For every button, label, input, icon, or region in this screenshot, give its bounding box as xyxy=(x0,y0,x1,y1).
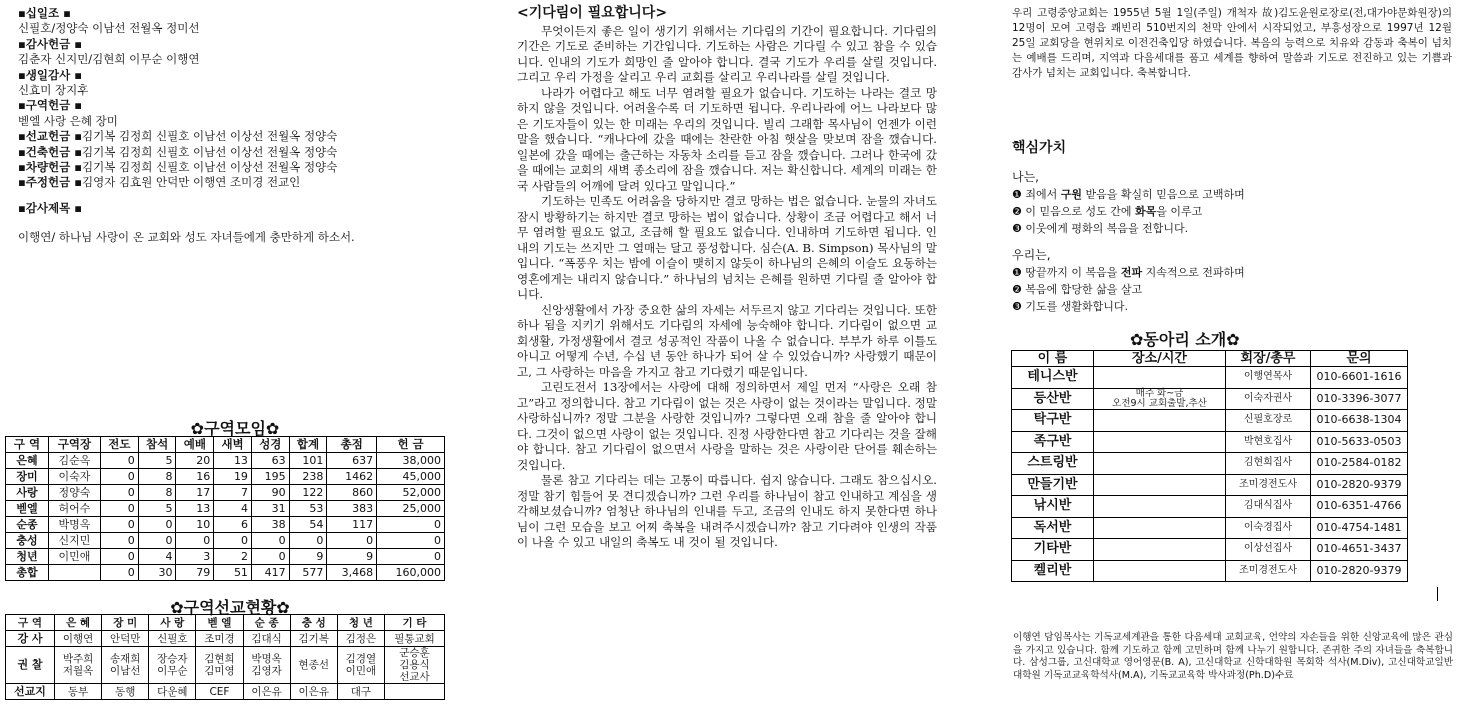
core-values-me-heading: 나는, xyxy=(1012,170,1039,184)
table-row xyxy=(6,485,445,501)
club-header-cell: 이 름 xyxy=(1012,351,1094,367)
table-cell: 김경열 이민애 xyxy=(337,647,384,684)
table-cell: 010-4754-1481 xyxy=(1311,517,1408,539)
table-cell: 30 xyxy=(138,565,176,581)
table-cell: 10 xyxy=(176,517,214,533)
table-cell: 총합 xyxy=(6,565,49,581)
table-row xyxy=(1012,539,1408,561)
table-cell: 이은유 xyxy=(243,684,290,700)
table-cell: 선교지 xyxy=(6,684,55,700)
zone-offering-names: 벧엘 사랑 은혜 장미 xyxy=(18,113,118,128)
table-cell xyxy=(1094,474,1226,496)
table-cell: 순종 xyxy=(6,517,49,533)
table-cell: 3 xyxy=(176,549,214,565)
core-value-item xyxy=(1012,203,1452,220)
table-cell: 383 xyxy=(327,501,377,517)
zone-mission-header-row xyxy=(6,615,445,631)
club-header-row xyxy=(1012,351,1408,367)
table-cell: 0 xyxy=(214,533,252,549)
table-cell: 청년 xyxy=(6,549,49,565)
table-row xyxy=(6,501,445,517)
table-row xyxy=(1012,388,1408,410)
table-cell: 31 xyxy=(251,501,289,517)
table-cell: 이민애 xyxy=(48,549,100,565)
table-cell: 010-6351-4766 xyxy=(1311,496,1408,518)
table-row xyxy=(6,647,445,684)
table-cell: 장미 xyxy=(6,469,49,485)
table-row xyxy=(6,565,445,581)
table-cell: 010-6601-1616 xyxy=(1311,367,1408,389)
mission-header-cell: 사 랑 xyxy=(149,615,196,631)
table-cell: 신필호장로 xyxy=(1226,410,1311,432)
table-cell xyxy=(1094,539,1226,561)
spacer xyxy=(18,191,478,201)
core-value-pre: ❶ 땅끝까지 이 복음을 xyxy=(1012,266,1121,279)
table-cell: 010-2820-9379 xyxy=(1311,560,1408,582)
zone-header-cell: 성경 xyxy=(251,437,289,453)
table-cell: 54 xyxy=(289,517,327,533)
table-cell: 0 xyxy=(327,533,377,549)
table-cell: 53 xyxy=(289,501,327,517)
table-cell: 등산반 xyxy=(1012,388,1094,410)
core-value-item xyxy=(1012,220,1452,237)
zone-mission-title: ✿구역선교현황✿ xyxy=(170,598,290,617)
table-cell: 0 xyxy=(101,469,139,485)
table-cell: 52,000 xyxy=(377,485,445,501)
core-values-me-items xyxy=(1012,186,1452,237)
table-row xyxy=(6,533,445,549)
table-cell: 417 xyxy=(251,565,289,581)
table-cell: 이숙경집사 xyxy=(1226,517,1311,539)
table-row xyxy=(6,684,445,700)
article-paragraph: 기도하는 민족도 어려움을 당하지만 결코 망하는 법은 없습니다. 눈물의 자녀도 잠시 방황하기는 하지만 결코 망하는 법이 없습니다. 상황이 조금 어렵다고 해서 너무 염려할 필요도 없고, 조급해 할 필요도 없습니다. 인내하며 기도하면 됩니다. 인내의 기도는 쓰지만 그 열매는 달고 풍성합니다. 심슨(A. B. Simpson) 목사님의 말입니다. “폭풍우 치는 밤에 이슬이 맺히지 않듯이 하나님의 은혜의 이슬도 요동하는 영혼에게는 내리지 않습니다.” 하나님의 넘치는 은혜를 원하면 기다릴 줄 알아야 합니다. xyxy=(517,194,937,301)
text-cursor xyxy=(1437,587,1438,601)
table-cell: 38,000 xyxy=(377,453,445,469)
mission-offering-names: 김기복 김정희 신필호 이남선 이상선 전월옥 정양숙 xyxy=(82,129,338,144)
zone-meeting-table xyxy=(5,436,445,581)
core-values-we-heading: 우리는, xyxy=(1012,248,1051,262)
zone-header-cell: 예배 xyxy=(176,437,214,453)
core-value-pre: ❷ 복음에 합당한 삶을 살고 xyxy=(1012,283,1143,296)
table-cell: 이행연목사 xyxy=(1226,367,1311,389)
table-cell: 매주 화~금 오전9시 교회출발,추산 xyxy=(1094,388,1226,410)
pastor-note: 이행연 담임목사는 기독교세계관을 통한 다음세대 교회교육, 언약의 자손들을 위한 신앙교육에 많은 관심을 가지고 있습니다. 함께 기도하고 함께 고민하며 함께 나누기 원합니다. 존귀한 주의 자녀들을 축복합니다. 삼성그룹, 고신대학교 영어영문(B. A), 고신대학교 신학대학원 목회학 석사(M.Div), 고신대학교일반대학원 기독교교육학석사(M.A), 기독교교육학 박사과정(Ph.D)수료 xyxy=(1013,632,1453,681)
table-cell: 강 사 xyxy=(6,631,55,647)
table-cell: 577 xyxy=(289,565,327,581)
table-cell: 0 xyxy=(138,533,176,549)
table-cell: 6 xyxy=(214,517,252,533)
table-row xyxy=(1012,474,1408,496)
table-cell: 허어수 xyxy=(48,501,100,517)
table-cell: 010-3396-3077 xyxy=(1311,388,1408,410)
table-cell: 90 xyxy=(251,485,289,501)
mission-header-cell: 장 미 xyxy=(102,615,149,631)
church-intro xyxy=(1012,6,1452,81)
table-row xyxy=(1012,453,1408,475)
table-cell: 238 xyxy=(289,469,327,485)
table-cell: 조미경전도사 xyxy=(1226,560,1311,582)
mission-header-cell: 은 혜 xyxy=(54,615,101,631)
table-cell xyxy=(1094,453,1226,475)
table-cell: 010-4651-3437 xyxy=(1311,539,1408,561)
table-cell: 0 xyxy=(289,533,327,549)
table-cell: 0 xyxy=(101,453,139,469)
table-cell: 51 xyxy=(214,565,252,581)
table-cell: 조미경전도사 xyxy=(1226,474,1311,496)
table-cell: 16 xyxy=(176,469,214,485)
table-cell: 안덕만 xyxy=(102,631,149,647)
table-cell: 만들기반 xyxy=(1012,474,1094,496)
table-row xyxy=(1012,367,1408,389)
core-value-item xyxy=(1012,186,1452,203)
table-cell: 벧엘 xyxy=(6,501,49,517)
table-cell: 4 xyxy=(138,549,176,565)
core-value-pre: ❶ 죄에서 xyxy=(1012,188,1061,201)
table-cell: 박명옥 xyxy=(48,517,100,533)
article-title: <기다림이 필요합니다> xyxy=(517,5,668,21)
table-cell xyxy=(1094,367,1226,389)
zone-meeting-body xyxy=(6,453,445,581)
building-offering-names: 김기복 김정희 신필호 이남선 이상선 전월옥 정양숙 xyxy=(82,144,338,159)
core-value-item xyxy=(1012,281,1452,298)
building-offering-heading: ▪ 건축헌금 ▪ xyxy=(18,145,82,159)
zone-offering-heading: ▪ 구역헌금 ▪ xyxy=(18,98,478,113)
table-cell: 0 xyxy=(176,533,214,549)
mission-header-cell: 청 년 xyxy=(337,615,384,631)
table-cell: 박현호집사 xyxy=(1226,431,1311,453)
article-body xyxy=(517,24,937,551)
table-cell: 38 xyxy=(251,517,289,533)
table-cell xyxy=(1094,517,1226,539)
core-values-me xyxy=(1012,169,1452,237)
table-cell: 8 xyxy=(138,469,176,485)
table-cell: 다운혜 xyxy=(149,684,196,700)
table-cell: 0 xyxy=(101,485,139,501)
table-cell: 25,000 xyxy=(377,501,445,517)
zone-header-cell: 참석 xyxy=(138,437,176,453)
article-paragraph: 물론 참고 기다리는 데는 고통이 따릅니다. 쉽지 않습니다. 그래도 참으십시오. 정말 참기 힘들어 못 견디겠습니까? 그런 우리를 하나님이 참고 인내하고 계심을 생각해보셨습니까? 엄청난 하나님의 인내를 두고, 조금의 인내도 하지 못한다면 하나님이 그런 모습을 보고 어찌 축복을 내려주시겠습니까? 참고 기다려야 인생의 작품이 나올 수 있고 내일의 축복도 내 것이 될 것입니다. xyxy=(517,473,937,549)
table-cell: 4 xyxy=(214,501,252,517)
mission-offering-heading: ▪ 선교헌금 ▪ xyxy=(18,129,82,143)
table-row xyxy=(1012,496,1408,518)
zone-header-cell: 구역장 xyxy=(48,437,100,453)
table-cell: 195 xyxy=(251,469,289,485)
core-value-item xyxy=(1012,264,1452,281)
table-cell: 대구 xyxy=(337,684,384,700)
table-cell: 현종선 xyxy=(290,647,337,684)
thanks-names: 김춘자 신지민/김현희 이무순 이행연 xyxy=(18,52,200,67)
core-value-keyword: 화목 xyxy=(1134,205,1157,218)
building-offering-row xyxy=(18,145,478,160)
zone-header-cell: 총점 xyxy=(327,437,377,453)
table-cell: 160,000 xyxy=(377,565,445,581)
table-cell: 동행 xyxy=(102,684,149,700)
table-cell: 0 xyxy=(138,517,176,533)
table-cell: 79 xyxy=(176,565,214,581)
zone-header-cell: 새벽 xyxy=(214,437,252,453)
table-cell: 0 xyxy=(251,533,289,549)
table-cell: 0 xyxy=(101,517,139,533)
tithe-heading: ▪ 십일조 ▪ xyxy=(18,6,478,21)
table-cell: 김기복 xyxy=(290,631,337,647)
table-cell: 17 xyxy=(176,485,214,501)
memorial-offering-heading: ▪ 주정헌금 ▪ xyxy=(18,175,82,189)
table-cell: 김순옥 xyxy=(48,453,100,469)
table-cell: 신필호 xyxy=(149,631,196,647)
zone-header-cell: 헌 금 xyxy=(377,437,445,453)
table-cell: 송재희 이남선 xyxy=(102,647,149,684)
core-values-we-items xyxy=(1012,264,1452,315)
table-cell: 8 xyxy=(138,485,176,501)
table-cell: 정양숙 xyxy=(48,485,100,501)
table-cell xyxy=(1094,431,1226,453)
vehicle-offering-names: 김기복 김정희 신필호 이남선 이상선 전월옥 정양숙 xyxy=(82,160,338,175)
table-cell: 독서반 xyxy=(1012,517,1094,539)
core-value-keyword: 구원 xyxy=(1060,188,1082,201)
table-cell: 장승자 이무순 xyxy=(149,647,196,684)
table-cell: 010-2584-0182 xyxy=(1311,453,1408,475)
table-row xyxy=(1012,560,1408,582)
table-row xyxy=(1012,517,1408,539)
table-cell: 0 xyxy=(251,549,289,565)
club-title: ✿동아리 소개✿ xyxy=(1130,330,1240,349)
zone-meeting-header-row xyxy=(6,437,445,453)
table-cell: 13 xyxy=(176,501,214,517)
table-cell: 19 xyxy=(214,469,252,485)
table-cell: 사랑 xyxy=(6,485,49,501)
article-paragraph: 무엇이든지 좋은 일이 생기기 위해서는 기다림의 기간이 필요합니다. 기다림의 기간은 기도로 준비하는 기간입니다. 기도하는 사람은 기다릴 수 있고 참을 수 있습니다. 인내의 기도가 희망인 줄 알아야 합니다. 결국 기도가 우리를 살릴 것입니다. 그리고 우리 가정을 살리고 우리 교회를 살리고 우리나라를 살릴 것입니다. xyxy=(517,23,937,84)
table-cell: 필통교회 xyxy=(384,631,444,647)
mission-header-cell: 구 역 xyxy=(6,615,55,631)
table-cell: 김대식 xyxy=(243,631,290,647)
birthday-names: 신효미 장지후 xyxy=(18,83,89,98)
table-cell: 조미경 xyxy=(196,631,243,647)
table-row xyxy=(6,517,445,533)
core-values-title: 핵심가치 xyxy=(1012,140,1067,156)
left-column xyxy=(0,0,490,718)
table-cell: 신지민 xyxy=(48,533,100,549)
table-cell: 0 xyxy=(377,517,445,533)
table-cell: CEF xyxy=(196,684,243,700)
birthday-heading: ▪ 생일감사 ▪ xyxy=(18,68,478,83)
table-row xyxy=(6,631,445,647)
core-value-keyword: 전파 xyxy=(1120,266,1143,279)
table-cell: 켈리반 xyxy=(1012,560,1094,582)
article-paragraph: 나라가 어렵다고 해도 너무 염려할 필요가 없습니다. 기도하는 나라는 결코 망하지 않을 것입니다. 어려울수록 더 기도하면 됩니다. 우리나라에 어느 나라보다 많은 기도자들이 있는 한 미래는 우리의 것입니다. 빌리 그래함 목사님이 언젠가 이런 말을 했습니다. “캐나다에 갔을 때에는 찬란한 아침 햇살을 맞보며 잠을 깼습니다. 일본에 갔을 때에는 출근하는 자동차 소리를 듣고 잠을 깼습니다. 그러나 한국에 갔을 때에는 교회의 새벽 종소리에 잠을 깼습니다. 저는 확신합니다. 세계의 미래는 한국 사람들의 어깨에 달려 있다고 말입니다.” xyxy=(517,85,937,193)
zone-header-cell: 구 역 xyxy=(6,437,49,453)
table-cell: 은혜 xyxy=(6,453,49,469)
table-cell: 김현희 김미영 xyxy=(196,647,243,684)
table-cell: 이숙자 xyxy=(48,469,100,485)
table-row xyxy=(6,453,445,469)
table-cell: 20 xyxy=(176,453,214,469)
zone-header-cell: 합계 xyxy=(289,437,327,453)
table-cell: 010-6638-1304 xyxy=(1311,410,1408,432)
table-cell: 0 xyxy=(377,549,445,565)
table-cell: 101 xyxy=(289,453,327,469)
memorial-offering-row xyxy=(18,175,478,190)
club-body xyxy=(1012,367,1408,582)
mission-header-cell: 충 성 xyxy=(290,615,337,631)
table-row xyxy=(6,469,445,485)
table-cell: 김현희집사 xyxy=(1226,453,1311,475)
article-paragraph: 고린도전서 13장에서는 사랑에 대해 정의하면서 제일 먼저 “사랑은 오래 참고”라고 정의합니다. 참고 기다림이 없는 것은 사랑이 없는 것이라는 말입니다. 정말 사랑하십니까? 정말 그분을 사랑한 것입니까? 그렇다면 오래 참을 줄 알아야 합니다. 그것이 없으면 사랑이 없는 것입니다. 진정 사랑한다면 참고 기다리는 것을 잘해야 합니다. 참고 기다림이 없으면서 사랑을 말하는 것은 사랑이란 단어를 훼손하는 것입니다. xyxy=(517,380,937,472)
vehicle-offering-row xyxy=(18,160,478,175)
table-cell: 2 xyxy=(214,549,252,565)
club-header-cell: 문의 xyxy=(1311,351,1408,367)
club-header-cell: 회장/총무 xyxy=(1226,351,1311,367)
table-cell: 기타반 xyxy=(1012,539,1094,561)
zone-mission-body xyxy=(6,631,445,700)
table-row xyxy=(1012,431,1408,453)
mission-header-cell: 벧 엘 xyxy=(196,615,243,631)
core-value-post: 을 이루고 xyxy=(1156,205,1203,218)
table-cell xyxy=(384,684,444,700)
table-row xyxy=(1012,410,1408,432)
table-row xyxy=(6,549,445,565)
table-cell: 13 xyxy=(214,453,252,469)
table-cell: 족구반 xyxy=(1012,431,1094,453)
table-cell: 117 xyxy=(327,517,377,533)
table-cell: 김대식집사 xyxy=(1226,496,1311,518)
table-cell: 3,468 xyxy=(327,565,377,581)
table-cell: 이숙자권사 xyxy=(1226,388,1311,410)
core-value-pre: ❸ 기도를 생활화합니다. xyxy=(1012,300,1128,313)
middle-column xyxy=(505,0,945,718)
offering-list xyxy=(18,6,478,246)
thanks-heading: ▪ 감사헌금 ▪ xyxy=(18,37,478,52)
church-intro-text: 우리 고령중앙교회는 1955년 5월 1일(주일) 개척자 故)김도윤원로장로(전,대가야문화원장)의 12명이 모여 고령읍 쾌빈리 510번지의 천막 안에서 시작되었고, 부흥성장으로 1997년 12월 25일 교회당을 현위치로 이전건축입당 하였습니다. 복음의 능력으로 치유와 감동과 축복이 넘치는 예배를 드리며, 지역과 다음세대를 품고 세계를 향하여 말씀과 기도로 전진하고 있는 기쁨과 감사가 넘치는 교회입니다. 축복합니다. xyxy=(1012,7,1452,79)
table-cell xyxy=(1094,410,1226,432)
table-cell: 860 xyxy=(327,485,377,501)
table-cell: 9 xyxy=(327,549,377,565)
table-cell: 1462 xyxy=(327,469,377,485)
prayer-heading: ▪ 감사제목 ▪ xyxy=(18,201,478,216)
table-cell: 박주희 저월옥 xyxy=(54,647,101,684)
table-cell: 권 찰 xyxy=(6,647,55,684)
table-cell: 0 xyxy=(101,501,139,517)
core-value-post: 받음을 확실히 믿음으로 고백하며 xyxy=(1082,188,1245,201)
article-paragraph: 신앙생활에서 가장 중요한 삶의 자세는 서두르지 않고 기다리는 것입니다. 또한 하나 됨을 지키기 위해서도 기다림의 자세에 능숙해야 합니다. 기다림이 없으면 교회생활, 가정생활에서 결코 성공적인 작품이 나올 수 없습니다. 부부가 하루 이틀도 아니고 어떻게 수년, 수십 년 동안 하나가 되어 살 수 있었습니까? 사랑했기 때문이고, 그 사랑하는 마음을 가지고 참고 기다렸기 때문입니다. xyxy=(517,302,937,379)
table-cell: 0 xyxy=(101,549,139,565)
table-cell: 010-5633-0503 xyxy=(1311,431,1408,453)
vehicle-offering-heading: ▪ 차량헌금 ▪ xyxy=(18,160,82,174)
mission-offering-row xyxy=(18,129,478,144)
table-cell: 이은유 xyxy=(290,684,337,700)
table-cell: 63 xyxy=(251,453,289,469)
table-cell: 군승훈 김용식 선교사 xyxy=(384,647,444,684)
table-cell: 5 xyxy=(138,501,176,517)
table-cell: 테니스반 xyxy=(1012,367,1094,389)
table-cell: 이상선집사 xyxy=(1226,539,1311,561)
table-cell: 충성 xyxy=(6,533,49,549)
table-cell xyxy=(48,565,100,581)
table-cell: 0 xyxy=(101,533,139,549)
table-cell: 박명옥 김영자 xyxy=(243,647,290,684)
table-cell: 동부 xyxy=(54,684,101,700)
sermon-article xyxy=(517,6,937,551)
table-cell: 스트링반 xyxy=(1012,453,1094,475)
zone-header-cell: 전도 xyxy=(101,437,139,453)
core-value-pre: ❷ 이 믿음으로 성도 간에 xyxy=(1012,205,1135,218)
club-table xyxy=(1011,350,1408,582)
table-cell: 김정은 xyxy=(337,631,384,647)
core-values-we xyxy=(1012,247,1452,315)
core-value-item xyxy=(1012,298,1452,315)
memorial-offering-names: 김영자 김효원 안덕만 이행연 조미경 전교인 xyxy=(82,175,301,190)
table-cell: 9 xyxy=(289,549,327,565)
core-value-pre: ❸ 이웃에게 평화의 복음을 전합니다. xyxy=(1012,222,1189,235)
core-value-post: 지속적으로 전파하며 xyxy=(1142,266,1245,279)
table-cell: 010-2820-9379 xyxy=(1311,474,1408,496)
zone-meeting-title: ✿구역모임✿ xyxy=(190,419,280,438)
zone-mission-table xyxy=(5,614,445,700)
table-cell: 0 xyxy=(101,565,139,581)
table-cell: 0 xyxy=(377,533,445,549)
tithe-names: 신필호/정양숙 이남선 전월옥 정미선 xyxy=(18,21,200,36)
table-cell: 122 xyxy=(289,485,327,501)
table-cell: 탁구반 xyxy=(1012,410,1094,432)
table-cell: 5 xyxy=(138,453,176,469)
table-cell xyxy=(1094,560,1226,582)
core-values xyxy=(1012,140,1452,325)
table-cell: 45,000 xyxy=(377,469,445,485)
club-header-cell: 장소/시간 xyxy=(1094,351,1226,367)
mission-header-cell: 기 타 xyxy=(384,615,444,631)
table-cell: 7 xyxy=(214,485,252,501)
prayer-text: 이행연/ 하나님 사랑이 온 교회와 성도 자녀들에게 충만하게 하소서. xyxy=(18,230,355,245)
table-cell xyxy=(1094,496,1226,518)
table-cell: 낚시반 xyxy=(1012,496,1094,518)
table-cell: 637 xyxy=(327,453,377,469)
mission-header-cell: 순 종 xyxy=(243,615,290,631)
table-cell: 이행연 xyxy=(54,631,101,647)
